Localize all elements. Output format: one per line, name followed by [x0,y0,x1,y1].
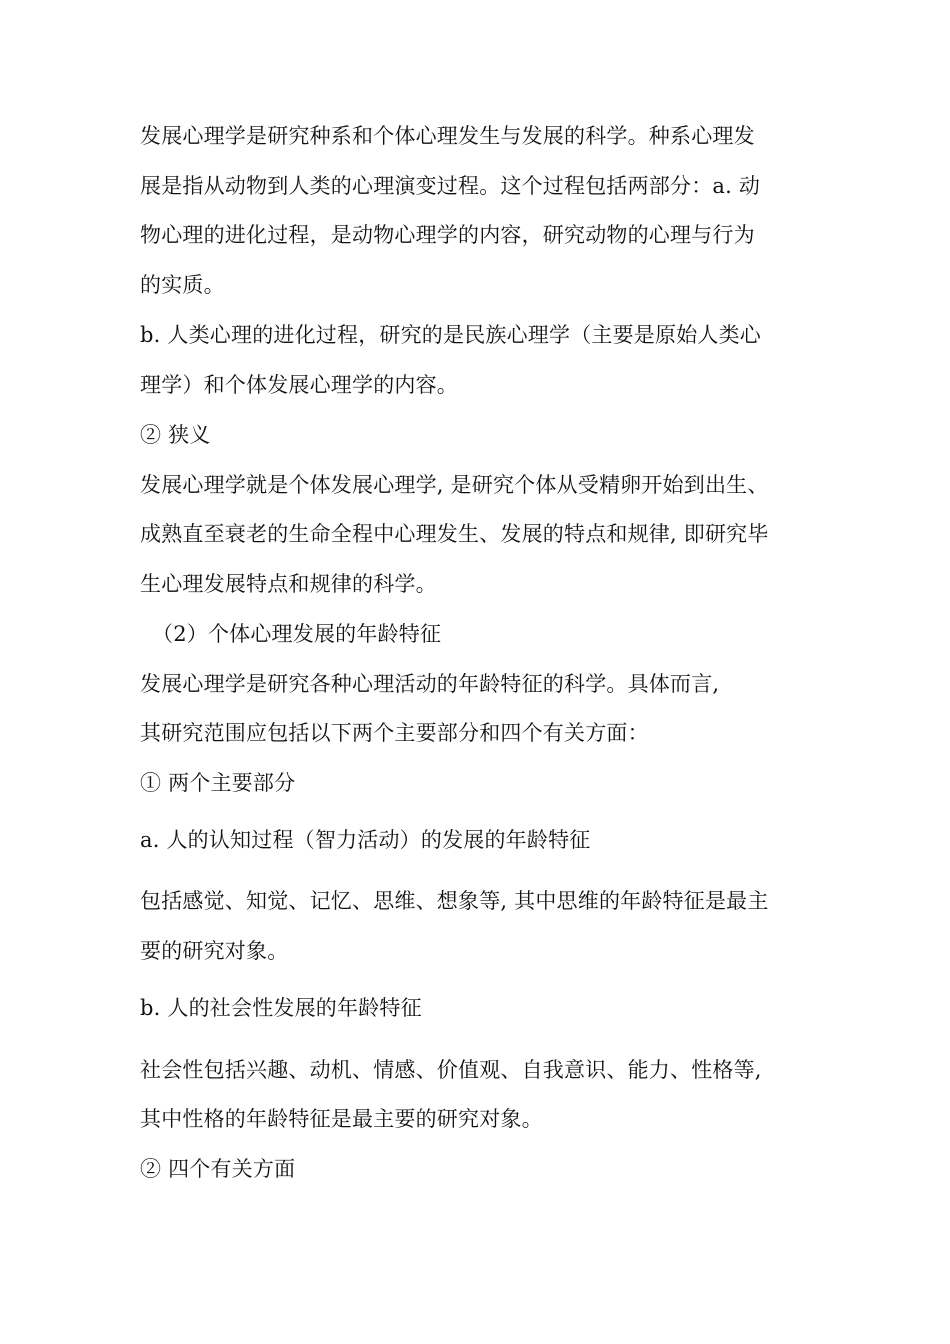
text-line-16: 包括感觉、知觉、记忆、思维、想象等, 其中思维的年龄特征是最主 [140,889,769,913]
text-line-12: 发展心理学是研究各种心理活动的年龄特征的科学。具体而言, [140,672,720,696]
text-line-1: 发展心理学是研究种系和个体心理发生与发展的科学。种系心理发 [140,124,755,148]
text-line-3: 物心理的进化过程，是动物心理学的内容，研究动物的心理与行为 [140,223,755,247]
text-line-20: 其中性格的年龄特征是最主要的研究对象。 [140,1107,543,1131]
text-line-10: 生心理发展特点和规律的科学。 [140,572,437,596]
section-heading-narrow: ② 狭义 [140,423,211,447]
text-line-2: 展是指从动物到人类的心理演变过程。这个过程包括两部分：a. 动 [140,174,761,198]
subheading-two-parts: ① 两个主要部分 [140,771,296,795]
text-line-19: 社会性包括兴趣、动机、情感、价值观、自我意识、能力、性格等, [140,1058,762,1082]
text-line-9: 成熟直至衰老的生命全程中心理发生、发展的特点和规律, 即研究毕 [140,522,769,546]
item-a-heading: a. 人的认知过程（智力活动）的发展的年龄特征 [140,828,591,852]
text-line-17: 要的研究对象。 [140,939,289,963]
subheading-four-aspects: ② 四个有关方面 [140,1157,296,1181]
text-line-6: 理学）和个体发展心理学的内容。 [140,373,458,397]
section-heading-age-features: （2）个体心理发展的年龄特征 [152,622,442,646]
text-line-5: b. 人类心理的进化过程，研究的是民族心理学（主要是原始人类心 [140,323,761,347]
text-line-8: 发展心理学就是个体发展心理学, 是研究个体从受精卵开始到出生、 [140,473,769,497]
text-line-4: 的实质。 [140,273,225,297]
item-b-heading: b. 人的社会性发展的年龄特征 [140,996,422,1020]
text-line-13: 其研究范围应包括以下两个主要部分和四个有关方面： [140,721,649,745]
